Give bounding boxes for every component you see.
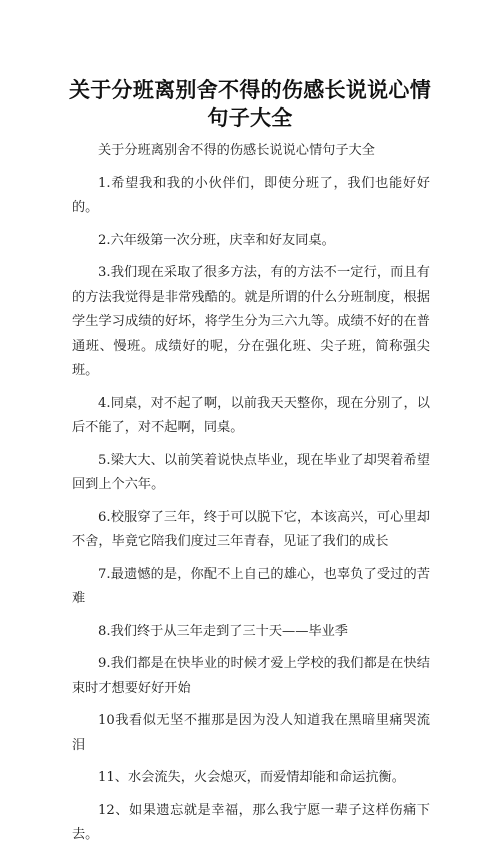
paragraph-8: 8.我们终于从三年走到了三十天——毕业季 [98, 623, 348, 639]
paragraph-1: 1.希望我和我的小伙伴们，即使分班了，我们也能好好的。 [72, 175, 430, 215]
paragraph-4: 4.同桌，对不起了啊，以前我天天整你，现在分别了，以后不能了，对不起啊，同桌。 [72, 395, 430, 435]
document-body [72, 139, 430, 848]
paragraph-6: 6.校服穿了三年，终于可以脱下它，本该高兴，可心里却不舍，毕竟它陪我们度过三年青春，见证了我们的成长 [72, 509, 430, 549]
paragraph-9: 9.我们都是在快毕业的时候才爱上学校的我们都是在快结束时才想要好好开始 [72, 656, 430, 696]
paragraph-10: 10我看似无坚不摧那是因为没人知道我在黑暗里痛哭流泪 [72, 713, 430, 753]
paragraph-intro: 关于分班离别舍不得的伤感长说说心情句子大全 [98, 143, 375, 158]
document-title: 关于分班离别舍不得的伤感长说说心情句子大全 [68, 78, 432, 130]
paragraph-5: 5.梁大大、以前笑着说快点毕业，现在毕业了却哭着希望回到上个六年。 [72, 452, 430, 492]
paragraph-7: 7.最遗憾的是，你配不上自己的雄心，也辜负了受过的苦难 [72, 566, 430, 606]
paragraph-11: 11、水会流失，火会熄灭，而爱情却能和命运抗衡。 [98, 770, 405, 785]
paragraph-3: 3.我们现在采取了很多方法，有的方法不一定行，而且有的方法我觉得是非常残酷的。就是所谓的什么分班制度，根据学生学习成绩的好坏，将学生分为三六九等。成绩不好的在普通班、慢班。成绩好的呢，分在强化班、尖子班，简称强尖班。 [72, 265, 430, 378]
paragraph-2: 2.六年级第一次分班，庆幸和好友同桌。 [98, 232, 335, 248]
paragraph-12: 12、如果遗忘就是幸福，那么我宁愿一辈子这样伤痛下去。 [72, 802, 430, 842]
